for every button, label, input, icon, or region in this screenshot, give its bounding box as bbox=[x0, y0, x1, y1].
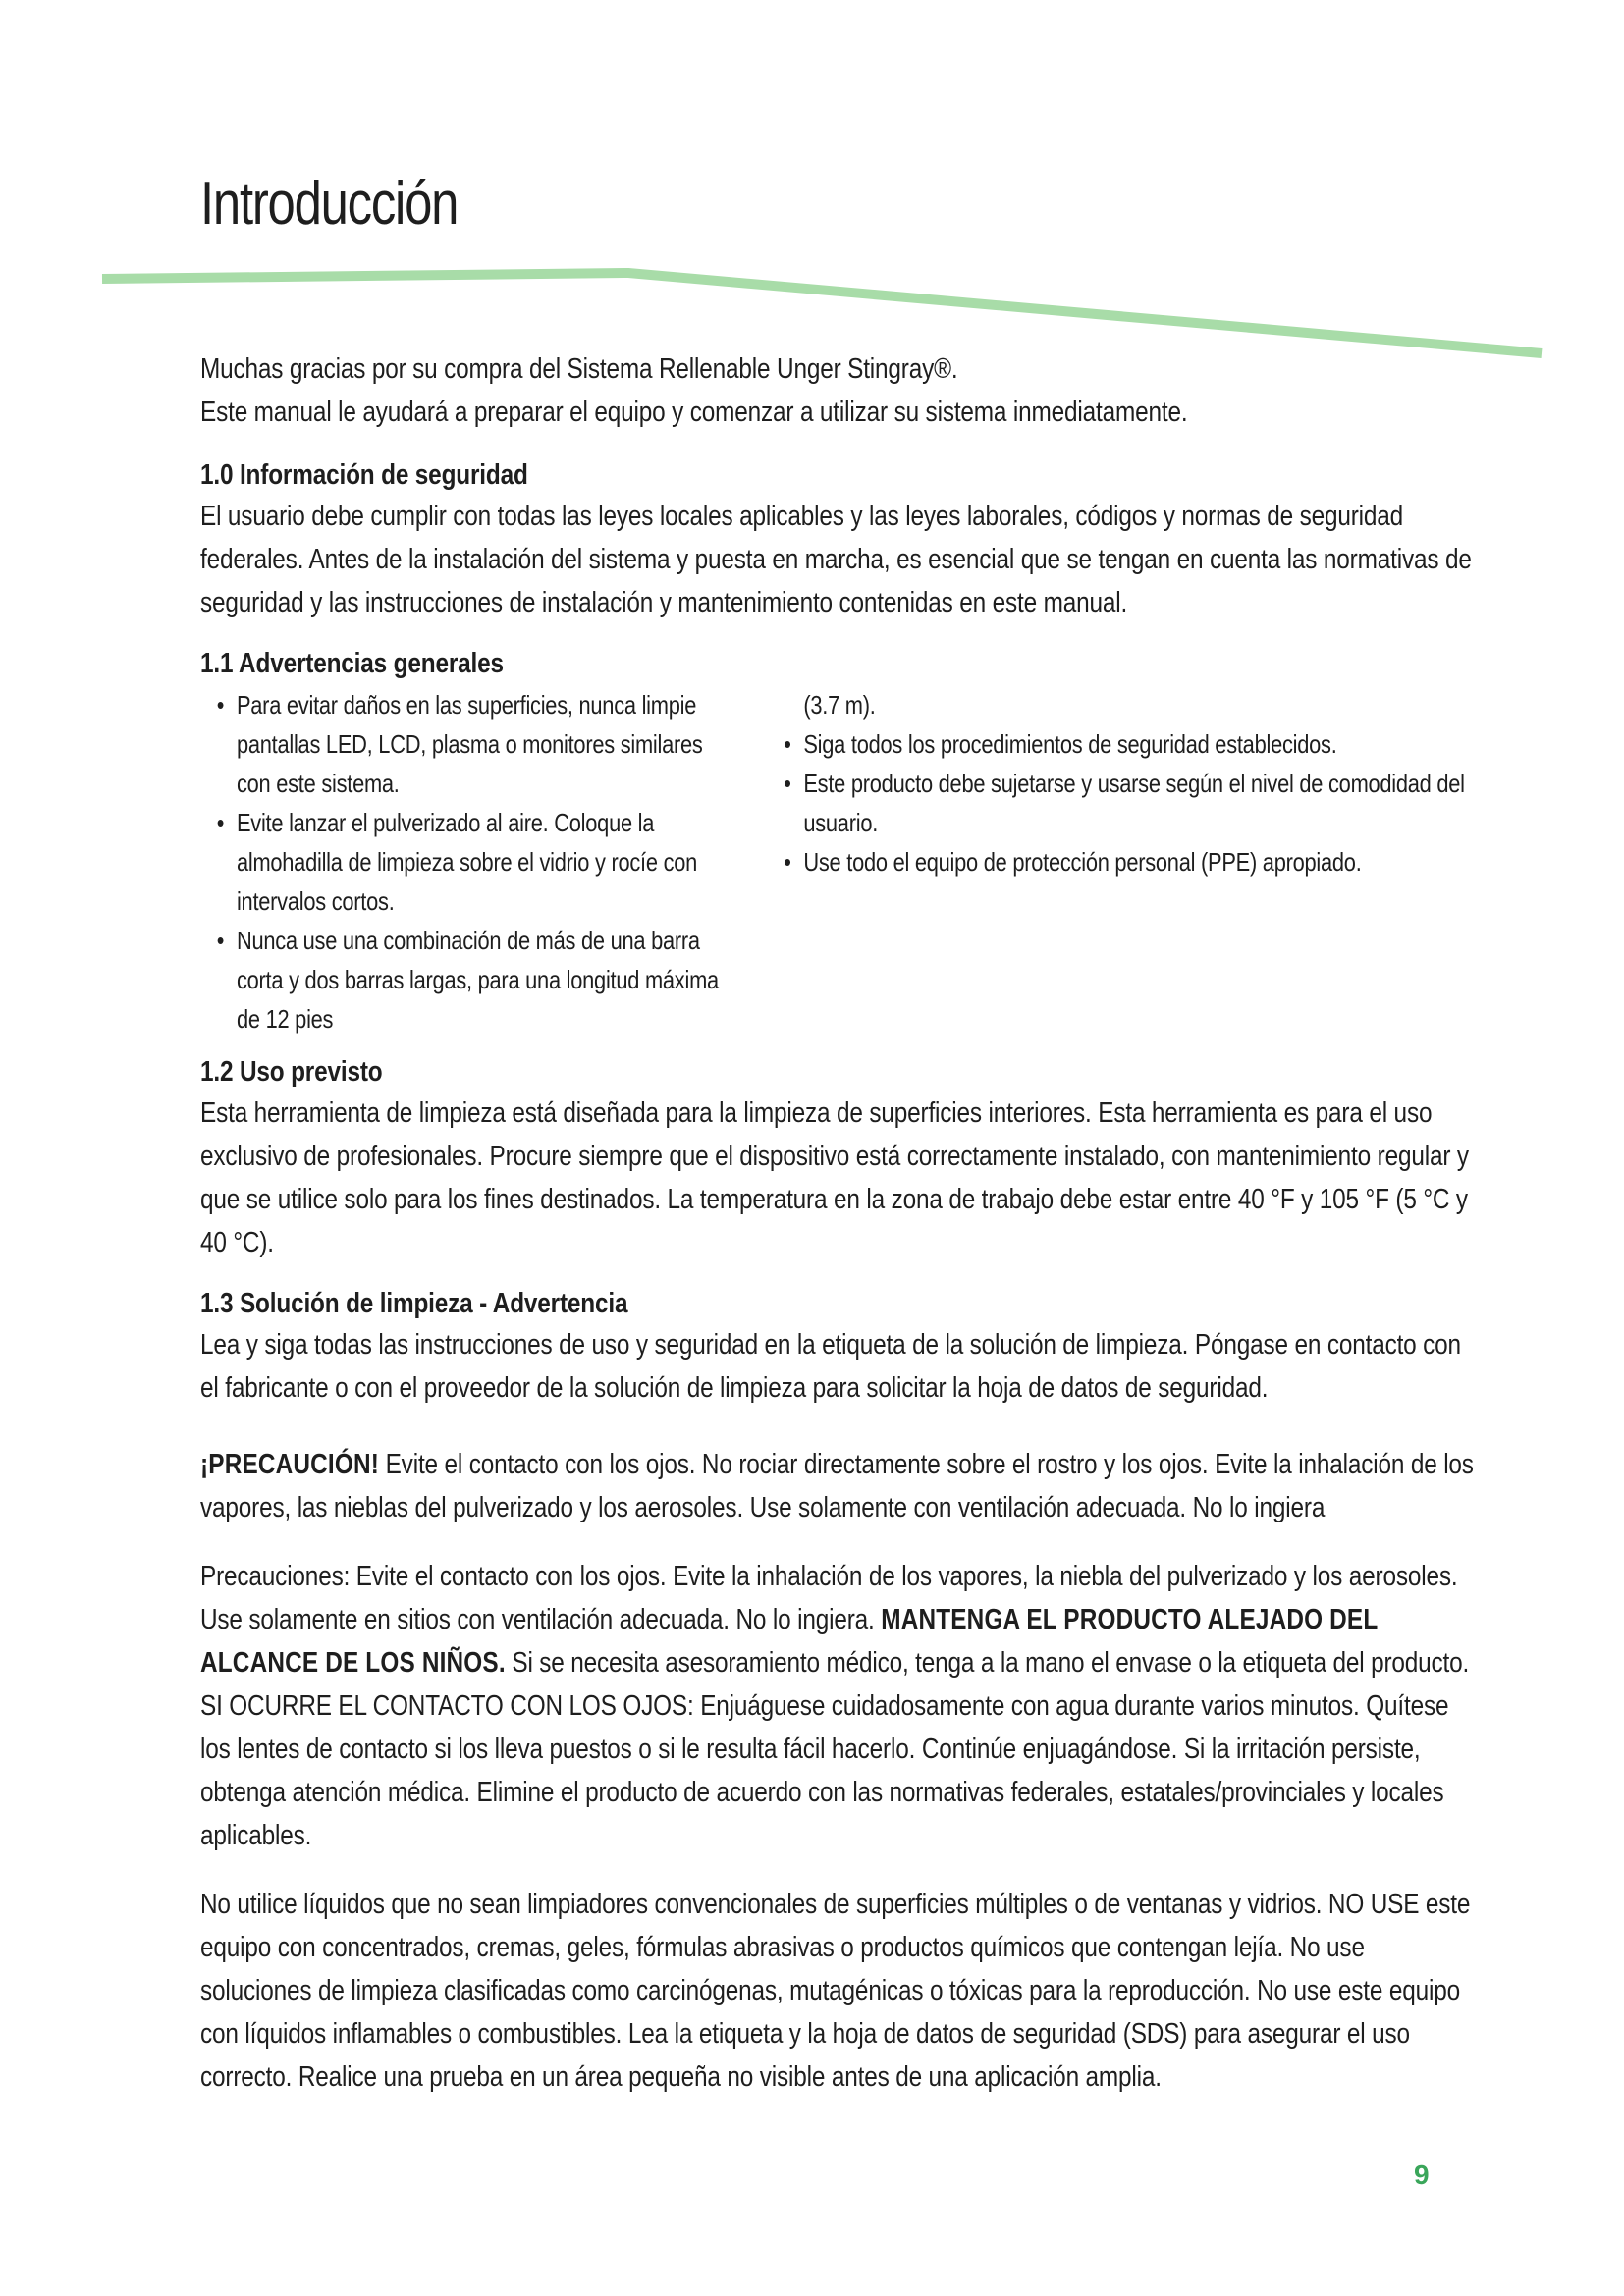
warnings-list-right bbox=[721, 685, 1477, 1039]
warning-bullet-continuation: (3.7 m). bbox=[803, 690, 876, 720]
page-content bbox=[200, 347, 1477, 2099]
intro-line-1: Muchas gracias por su compra del Sistema Rellenable Unger Stingray®. bbox=[200, 353, 958, 385]
bullet-dot-icon: • bbox=[784, 729, 791, 759]
section-safety-info bbox=[200, 455, 1477, 624]
warning-bullet: • Este producto debe sujetarse y usarse según el nivel de comodidad del usuario. bbox=[784, 764, 1477, 842]
warning-bullet: • Use todo el equipo de protección personal (PPE) apropiado. bbox=[784, 842, 1477, 881]
bullet-dot-icon: • bbox=[784, 847, 791, 877]
section-heading-1-2: 1.2 Uso previsto bbox=[200, 1056, 383, 1088]
section-cleaning-solution bbox=[200, 1284, 1477, 1410]
section-intended-use bbox=[200, 1052, 1477, 1264]
section-heading-1-1: 1.1 Advertencias generales bbox=[200, 648, 504, 679]
page-number: 9 bbox=[1414, 2160, 1430, 2190]
liquids-paragraph: No utilice líquidos que no sean limpiadores convencionales de superficies múltiples o de ventanas y vidrios. NO USE este equipo con concentrados, cremas, geles, fórmulas abrasivas o productos químicos que contengan lejía. No use soluciones de limpieza clasificadas como carcinógenas, mutagénicas o tóxicas para la reproducción. No use este equipo con líquidos inflamables o combustibles. Lea la etiqueta y la hoja de datos de seguridad (SDS) para asegurar el uso correcto. Realice una prueba en un área pequeña no visible antes de una aplicación amplia. bbox=[200, 1889, 1471, 2093]
section-heading-1-0: 1.0 Información de seguridad bbox=[200, 459, 528, 491]
section-body-1-0: El usuario debe cumplir con todas las leyes locales aplicables y las leyes laborales, códigos y normas de seguridad federales. Antes de la instalación del sistema y puesta en marcha, es esencial que se tengan en cuenta las normativas de seguridad y las instrucciones de instalación y mantenimiento contenidas en este manual. bbox=[200, 501, 1472, 618]
section-body-1-3: Lea y siga todas las instrucciones de uso y seguridad en la etiqueta de la solución de limpieza. Póngase en contacto con el fabricante o con el proveedor de la solución de limpieza para solicitar la hoja de datos de seguridad. bbox=[200, 1329, 1461, 1404]
precautions-text-2: Si se necesita asesoramiento médico, tenga a la mano el envase o la etiqueta del producto. SI OCURRE EL CONTACTO CON LOS OJOS: Enjuáguese cuidadosamente con agua durante varios minutos. Quítese los lentes de contacto si los lleva puestos o si le resulta fácil hacerlo. Continúe enjuagándose. Si la irritación persiste, obtenga atención médica. Elimine el producto de acuerdo con las normativas federales, estatales/provinciales y locales aplicables. bbox=[200, 1647, 1470, 1851]
warnings-columns bbox=[200, 685, 1477, 1039]
warnings-list-left bbox=[200, 685, 721, 1039]
intro-line-2: Este manual le ayudará a preparar el equipo y comenzar a utilizar su sistema inmediatamente. bbox=[200, 397, 1188, 428]
bullet-dot-icon: • bbox=[784, 769, 791, 798]
precautions-text-1: Precauciones: Evite el contacto con los ojos. Evite la inhalación de los vapores, la niebla del pulverizado y los aerosoles. Use solamente en sitios con ventilación adecuada. No lo ingiera. bbox=[200, 1561, 1458, 1635]
bullet-dot-icon: • bbox=[216, 926, 225, 955]
warning-bullet: • Para evitar daños en las superficies, nunca limpie pantallas LED, LCD, plasma o monitores similares con este sistema. bbox=[217, 685, 722, 803]
bullet-dot-icon: • bbox=[216, 690, 225, 720]
section-body-1-2: Esta herramienta de limpieza está diseñada para la limpieza de superficies interiores. Esta herramienta es para el uso exclusivo de profesionales. Procure siempre que el dispositivo está correctamente instalado, con mantenimiento regular y que se utilice solo para los fines destinados. La temperatura en la zona de trabajo debe estar entre 40 °F y 105 °F (5 °C y 40 °C). bbox=[200, 1097, 1469, 1258]
caution-paragraph bbox=[200, 1443, 1477, 1529]
section-general-warnings bbox=[200, 644, 1477, 1039]
intro-block bbox=[200, 347, 1477, 434]
caution-label: ¡PRECAUCIÓN! bbox=[200, 1449, 380, 1480]
warning-bullet: • Siga todos los procedimientos de seguridad establecidos. bbox=[784, 724, 1477, 764]
warning-bullet: • Nunca use una combinación de más de una barra corta y dos barras largas, para una longitud máxima de 12 pies bbox=[217, 921, 722, 1039]
bullet-dot-icon: • bbox=[216, 808, 225, 837]
section-heading-1-3: 1.3 Solución de limpieza - Advertencia bbox=[200, 1288, 628, 1319]
text-column bbox=[200, 347, 1477, 2099]
warning-bullet: • Evite lanzar el pulverizado al aire. Coloque la almohadilla de limpieza sobre el vidrio y rocíe con intervalos cortos. bbox=[217, 803, 722, 921]
page-title: Introducción bbox=[200, 170, 459, 238]
precautions-strong-warning: MANTENGA EL PRODUCTO ALEJADO DEL ALCANCE DE LOS NIÑOS. bbox=[200, 1604, 1378, 1679]
caution-text: Evite el contacto con los ojos. No rociar directamente sobre el rostro y los ojos. Evite la inhalación de los vapores, las nieblas del pulverizado y los aerosoles. Use solamente con ventilación adecuada. No lo ingiera bbox=[200, 1449, 1474, 1523]
precautions-paragraph bbox=[200, 1555, 1477, 1857]
